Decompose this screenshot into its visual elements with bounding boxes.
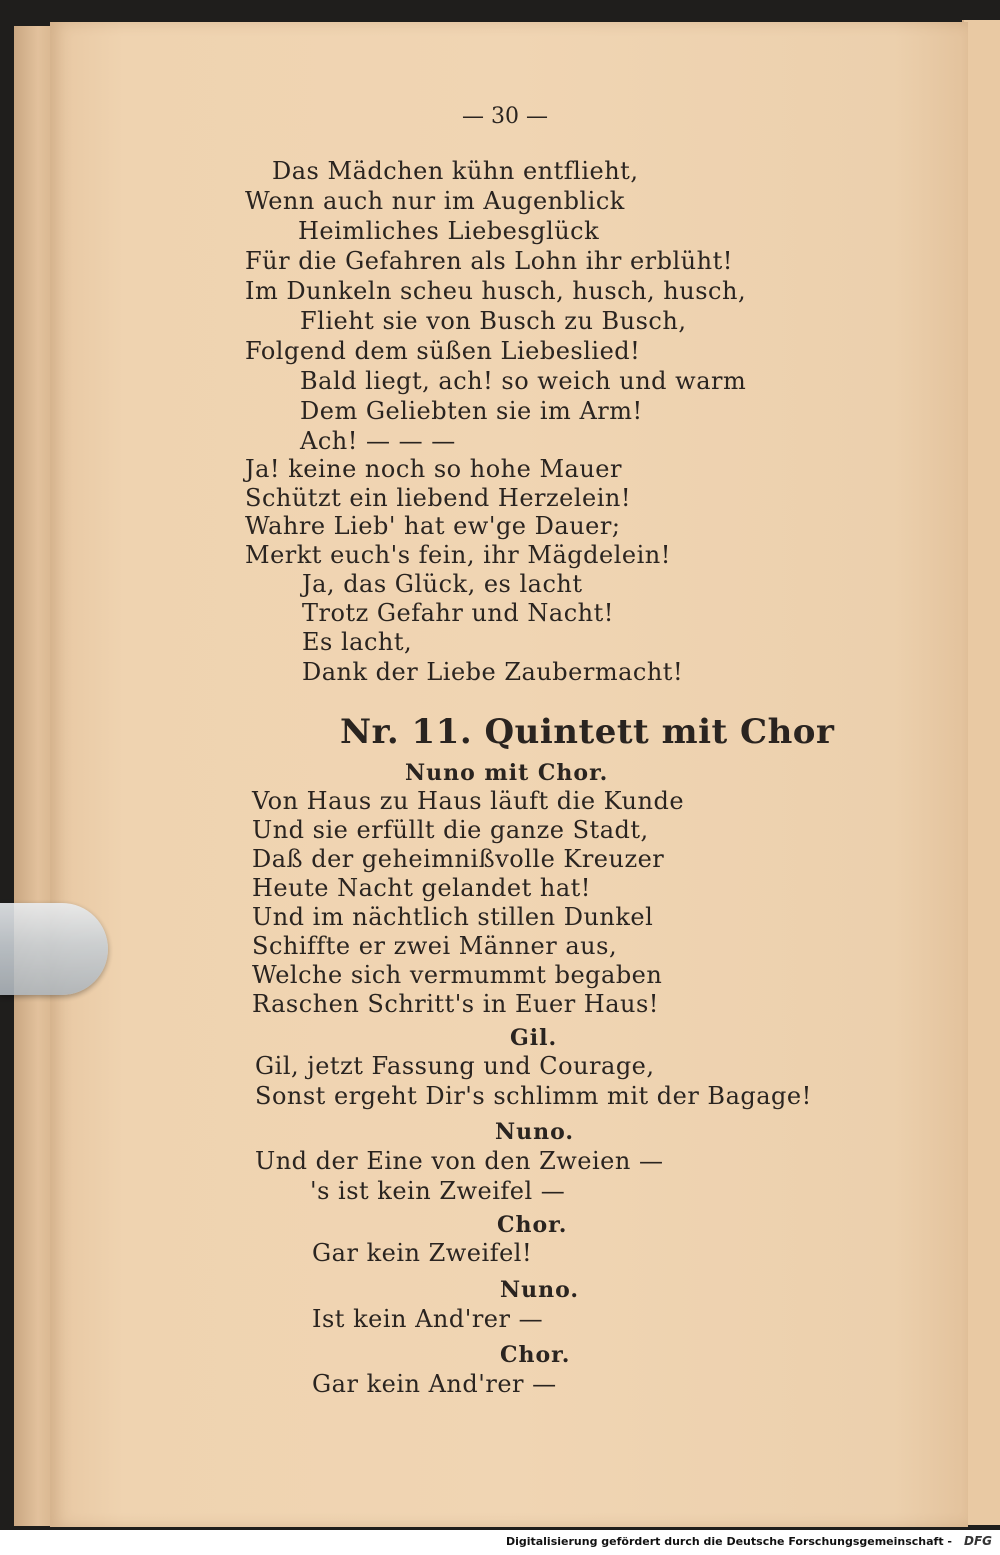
verse-line: Trotz Gefahr und Nacht!: [302, 599, 614, 627]
verse-line: Flieht sie von Busch zu Busch,: [300, 307, 687, 335]
speaker-label: Chor.: [500, 1342, 571, 1368]
verse-line: Im Dunkeln scheu husch, husch, husch,: [245, 277, 747, 305]
verse-line: Ja! keine noch so hohe Mauer: [245, 455, 622, 483]
verse-line: Folgend dem süßen Liebeslied!: [245, 337, 641, 365]
verse-line: Merkt euch's fein, ihr Mägdelein!: [245, 541, 671, 569]
verse-line: Und der Eine von den Zweien —: [255, 1147, 664, 1175]
section-heading: Nr. 11. Quintett mit Chor: [340, 712, 835, 752]
verse-line: 's ist kein Zweifel —: [310, 1177, 566, 1205]
verse-line: Ist kein And'rer —: [312, 1305, 544, 1333]
speaker-label: Gil.: [510, 1025, 558, 1051]
page-number: — 30 —: [462, 104, 548, 129]
verse-line: Schützt ein liebend Herzelein!: [245, 484, 632, 512]
verse-line: Dank der Liebe Zaubermacht!: [302, 658, 684, 686]
verse-line: Für die Gefahren als Lohn ihr erblüht!: [245, 247, 733, 275]
footer-bar: [0, 1530, 1000, 1555]
page-clip: [0, 903, 108, 995]
verse-line: Schiffte er zwei Männer aus,: [252, 932, 618, 960]
verse-line: Welche sich vermummt begaben: [252, 961, 663, 989]
speaker-label: Nuno.: [495, 1119, 575, 1145]
verse-line: Ja, das Glück, es lacht: [302, 570, 583, 598]
verse-line: Von Haus zu Haus läuft die Kunde: [252, 787, 685, 815]
verse-line: Und im nächtlich stillen Dunkel: [252, 903, 654, 931]
verse-line: Raschen Schritt's in Euer Haus!: [252, 990, 659, 1018]
verse-line: Dem Geliebten sie im Arm!: [300, 397, 643, 425]
verse-line: Heimliches Liebesglück: [298, 217, 600, 245]
verse-line: Gar kein And'rer —: [312, 1370, 557, 1398]
verse-line: Sonst ergeht Dir's schlimm mit der Bagage!: [255, 1082, 812, 1110]
dfg-logo: DFG: [963, 1534, 992, 1548]
footer-credit: Digitalisierung gefördert durch die Deutsche Forschungsgemeinschaft -: [505, 1535, 952, 1548]
verse-line: Heute Nacht gelandet hat!: [252, 874, 591, 902]
speaker-label: Nuno.: [500, 1277, 580, 1303]
verse-line: Wahre Lieb' hat ew'ge Dauer;: [245, 512, 621, 540]
verse-line: Das Mädchen kühn entflieht,: [272, 157, 639, 185]
verse-line: Ach! — — —: [300, 427, 456, 455]
speaker-label: Chor.: [497, 1212, 568, 1238]
verse-line: Daß der geheimnißvolle Kreuzer: [252, 845, 665, 873]
verse-line: Und sie erfüllt die ganze Stadt,: [252, 816, 649, 844]
verse-line: Es lacht,: [302, 628, 413, 656]
book-page: [50, 22, 968, 1527]
speaker-label: Nuno mit Chor.: [405, 760, 609, 786]
book-spine-edge: [14, 26, 54, 1526]
verse-line: Wenn auch nur im Augenblick: [245, 187, 625, 215]
verse-line: Gil, jetzt Fassung und Courage,: [255, 1052, 655, 1080]
verse-line: Bald liegt, ach! so weich und warm: [300, 367, 747, 395]
verse-line: Gar kein Zweifel!: [312, 1239, 533, 1267]
